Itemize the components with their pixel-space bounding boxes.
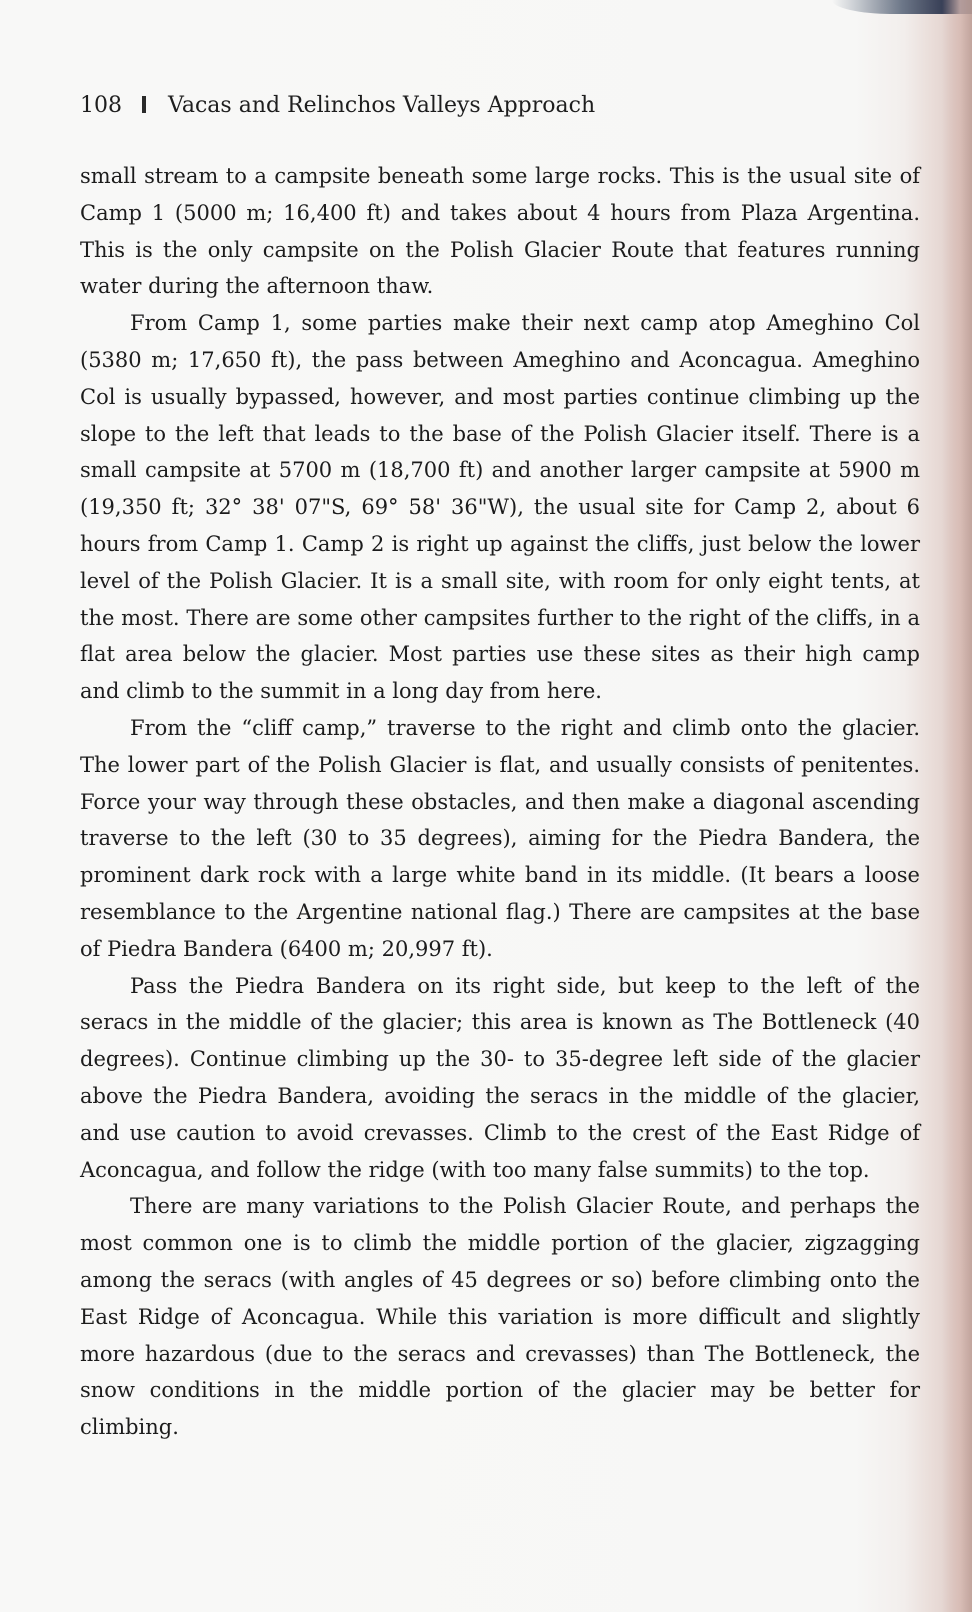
paragraph-piedra-bandera: Pass the Piedra Bandera on its right side, but keep to the left of the seracs in the middle of the glacier; this area is known as The Bottleneck (40 degrees). Continue climbing up the 30- to 35-degree left side of the glacier above the Piedra Bandera, avoiding the seracs in the middle of the glacier, and use caution to avoid crevasses. Climb to the crest of the East Ridge of Aconcagua, and follow the ridge (with too many false summits) to the top.	[80, 973, 920, 1182]
running-header	[80, 92, 595, 120]
paragraph-camp-1: From Camp 1, some parties make their next camp atop Ameghino Col (5380 m; 17,650 ft), the pass between Ameghino and Aconcagua. Ameghino Col is usually bypassed, however, and most parties continue climbing up the slope to the left that leads to the base of the Polish Glacier itself. There is a small campsite at 5700 m (18,700 ft) and another larger campsite at 5900 m (19,350 ft; 32° 38' 07"S, 69° 58' 36"W), the usual site for Camp 2, about 6 hours from Camp 1. Camp 2 is right up against the cliffs, just below the lower level of the Polish Glacier. It is a small site, with room for only eight tents, at the most. There are some other campsites further to the right of the cliffs, in a flat area below the glacier. Most parties use these sites as their high camp and climb to the summit in a long day from here.	[80, 311, 920, 704]
page-number: 108	[80, 93, 122, 118]
paragraph-continuation: small stream to a campsite beneath some large rocks. This is the usual site of Camp 1 (5000 m; 16,400 ft) and takes about 4 hours from Plaza Argentina. This is the only campsite on the Polish Glacier Route that features running water during the afternoon thaw.	[80, 164, 920, 299]
paragraph-cliff-camp: From the “cliff camp,” traverse to the right and climb onto the glacier. The lower part of the Polish Glacier is flat, and usually consists of penitentes. Force your way through these obstacles, and then make a diagonal ascending traverse to the left (30 to 35 degrees), aiming for the Piedra Bandera, the prominent dark rock with a large white band in its middle. (It bears a loose resemblance to the Argentine national flag.) There are campsites at the base of Piedra Bandera (6400 m; 20,997 ft).	[80, 715, 920, 961]
body-text	[80, 158, 920, 1446]
header-separator-bar	[142, 96, 146, 113]
page-edge-shade	[942, 0, 972, 1612]
chapter-title: Vacas and Relinchos Valleys Approach	[168, 93, 596, 118]
paragraph-variations: There are many variations to the Polish Glacier Route, and perhaps the most common one is to climb the middle portion of the glacier, zigzagging among the seracs (with angles of 45 degrees or so) before climbing onto the East Ridge of Aconcagua. While this variation is more difficult and slightly more hazardous (due to the seracs and crevasses) than The Bottleneck, the snow conditions in the middle portion of the glacier may be better for climbing.	[80, 1194, 920, 1440]
